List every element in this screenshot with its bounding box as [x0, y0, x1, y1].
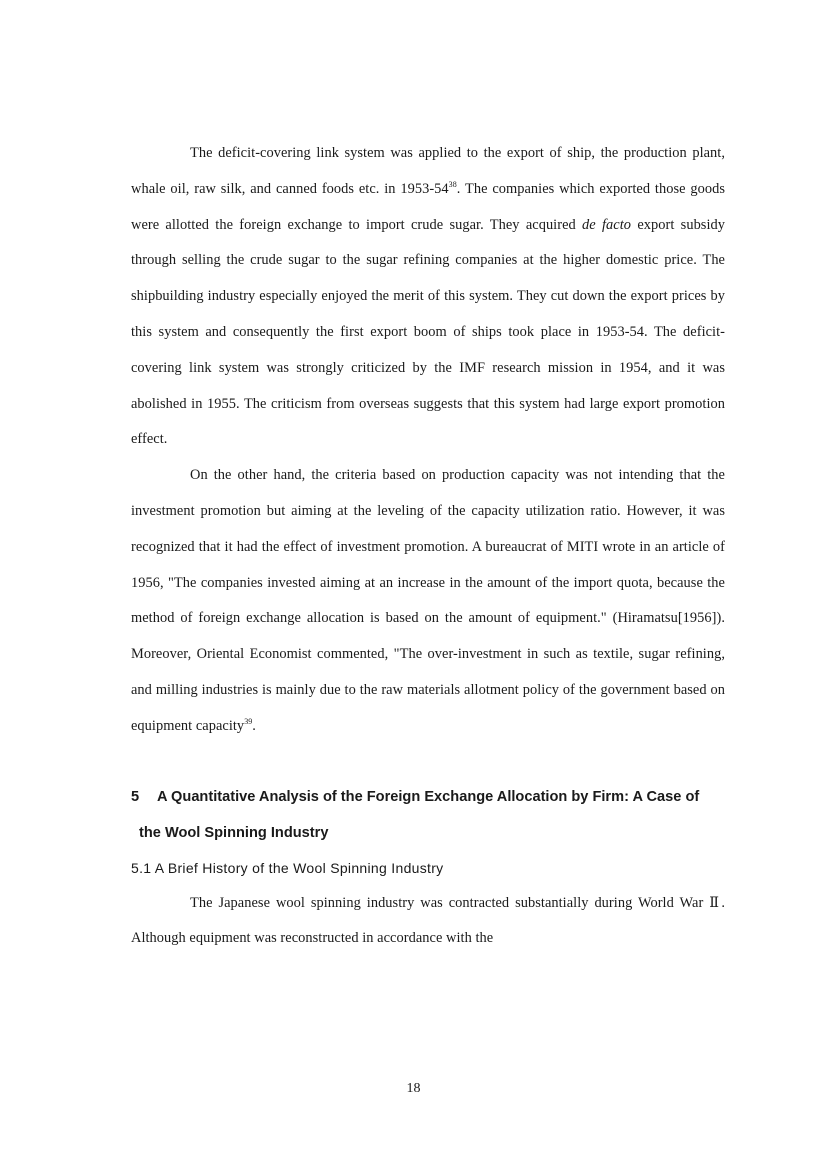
paragraph-link-system	[131, 136, 725, 458]
section-title-line1: A Quantitative Analysis of the Foreign Exchange Allocation by Firm: A Case of	[157, 788, 700, 805]
section-heading	[131, 779, 725, 815]
paragraph-production-capacity	[131, 458, 725, 744]
page-number: 18	[406, 1081, 421, 1096]
paragraph-text: The deficit-covering link system was applied to the export of ship, the production plant, whale oil, raw silk, and canned foods etc. in 1953-54	[131, 145, 725, 197]
paragraph-text: .	[252, 717, 256, 734]
paragraph-wool-history	[131, 886, 725, 958]
footnote-marker: 39	[244, 716, 253, 726]
section-title-line2: the Wool Spinning Industry	[139, 824, 329, 841]
italic-term: de facto	[582, 216, 632, 233]
paragraph-text: . The companies which exported those goods were allotted the foreign exchange to import crude sugar. They acquired	[131, 180, 725, 233]
paragraph-text: export subsidy through selling the crude sugar to the sugar refining companies at the higher domestic price. The shipbuilding industry especially enjoyed the merit of this system. They cut down the export prices by this system and consequently the first export boom of ships took place in 1953-54. The deficit-covering link system was strongly criticized by the IMF research mission in 1954, and it was abolished in 1955. The criticism from overseas suggests that this system had large export promotion effect.	[131, 216, 725, 448]
page-content	[131, 136, 725, 957]
subsection-heading: 5.1 A Brief History of the Wool Spinning Industry	[131, 859, 444, 876]
section-number: 5	[131, 788, 140, 805]
section-spacer	[131, 745, 725, 779]
section-heading-continued	[131, 815, 725, 851]
paragraph-text: The Japanese wool spinning industry was contracted substantially during World War Ⅱ. Although equipment was reconstructed in accordance with the	[131, 894, 725, 947]
paragraph-text: On the other hand, the criteria based on production capacity was not intending that the investment promotion but aiming at the leveling of the capacity utilization ratio. However, it was recognized that it had the effect of investment promotion. A bureaucrat of MITI wrote in an article of 1956, "The companies invested aiming at an increase in the amount of the import quota, because the method of foreign exchange allocation is based on the amount of equipment." (Hiramatsu[1956]). Moreover, Oriental Economist commented, "The over-investment in such as textile, sugar refining, and milling industries is mainly due to the raw materials allotment policy of the government based on equipment capacity	[131, 467, 725, 734]
footnote-marker: 38	[448, 180, 457, 189]
